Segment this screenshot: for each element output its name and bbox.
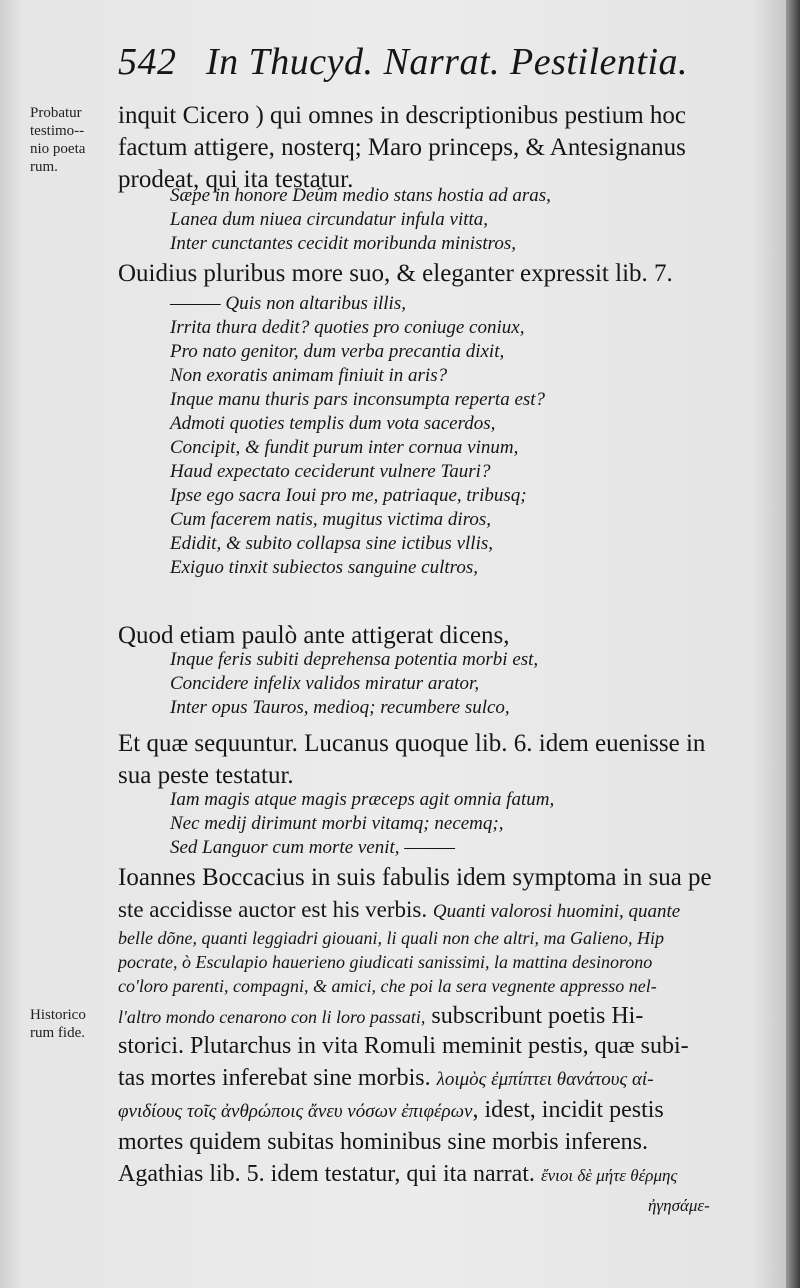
closing-paragraph xyxy=(118,1030,738,1190)
verse-quote: Inque feris subiti deprehensa potentia morbi est, Concidere infelix validos miratur arator, Inter opus Tauros, medioq; recumbere sulco, xyxy=(170,649,539,718)
closing-line: mortes quidem subitas hominibus sine morbis inferens. xyxy=(118,1129,648,1155)
running-title: In Thucyd. Narrat. Pestilentia. xyxy=(206,41,689,83)
transition-line: l'altro mondo cenarono con li loro passati, subscribunt poetis Hi- xyxy=(118,1003,644,1029)
catchword: ἠγησάμε- xyxy=(648,1196,710,1215)
prose-paragraph: inquit Cicero ) qui omnes in descriptionibus pestium hoc factum attigere, nosterq; Maro princeps, & Antesignanus prodeat, qui ita testatur. xyxy=(118,102,686,193)
running-header xyxy=(118,40,689,90)
prose-paragraph: Ouidius pluribus more suo, & eleganter expressit lib. 7. xyxy=(118,260,673,287)
verse-quote: Iam magis atque magis præceps agit omnia fatum, Nec medij dirimunt morbi vitamq; necemq;, Sed Languor cum morte venit, ——— xyxy=(170,789,555,858)
margin-note: Historico rum fide. xyxy=(30,1007,86,1041)
page-number: 542 xyxy=(118,41,177,83)
closing-line: storici. Plutarchus in vita Romuli meminit pestis, quæ subi- xyxy=(118,1033,689,1059)
verse-quote: ——— Quis non altaribus illis, Irrita thura dedit? quoties pro coniuge coniux, Pro nato genitor, dum verba precantia dixit, Non exoratis animam finiuit in aris? Inque manu thuris pars inconsumpta reperta est? Admoti quoties templis dum vota sacerdos, Concipit, & fundit purum inter cornua vinum, Haud expectato ceciderunt vulnere Tauri? Ipse ego sacra Ioui pro me, patriaque, tribusq; Cum facerem natis, mugitus victima diros, Edidit, & subito collapsa sine ictibus vllis, Exiguo tinxit subiectos sanguine cultros, xyxy=(170,293,546,578)
prose-paragraph: Ioannes Boccacius in suis fabulis idem symptoma in sua pe ste accidisse auctor est his verbis. Quanti valorosi huomini, quante xyxy=(118,864,712,922)
prose-paragraph: Quod etiam paulò ante attigerat dicens, xyxy=(118,622,510,649)
closing-line: tas mortes inferebat sine morbis. λοιμὸς ἐμπίπτει θανάτους αἰ- xyxy=(118,1065,654,1091)
closing-line: φνιδίους τοῖς ἀνθρώποις ἄνευ νόσων ἐπιφέρων, idest, incidit pestis xyxy=(118,1097,664,1123)
verse-quote: Sæpe in honore Deûm medio stans hostia ad aras, Lanea dum niuea circundatur infula vitta, Inter cunctantes cecidit moribunda ministros, xyxy=(170,185,551,254)
prose-paragraph: Et quæ sequuntur. Lucanus quoque lib. 6. idem euenisse in sua peste testatur. xyxy=(118,730,706,789)
margin-note: Probatur testimo-- nio poeta rum. xyxy=(30,105,86,175)
closing-line: Agathias lib. 5. idem testatur, qui ita narrat. ἔνιοι δὲ μήτε θέρμης xyxy=(118,1161,678,1187)
italian-quote: belle dõne, quanti leggiadri giouani, li quali non che altri, ma Galieno, Hip pocrate, ò Esculapio hauerieno giudicati sanissimi, la mattina desinorono co'loro parenti, compagni, & amici, che poi la sera vegnente appresso nel- xyxy=(118,928,664,996)
